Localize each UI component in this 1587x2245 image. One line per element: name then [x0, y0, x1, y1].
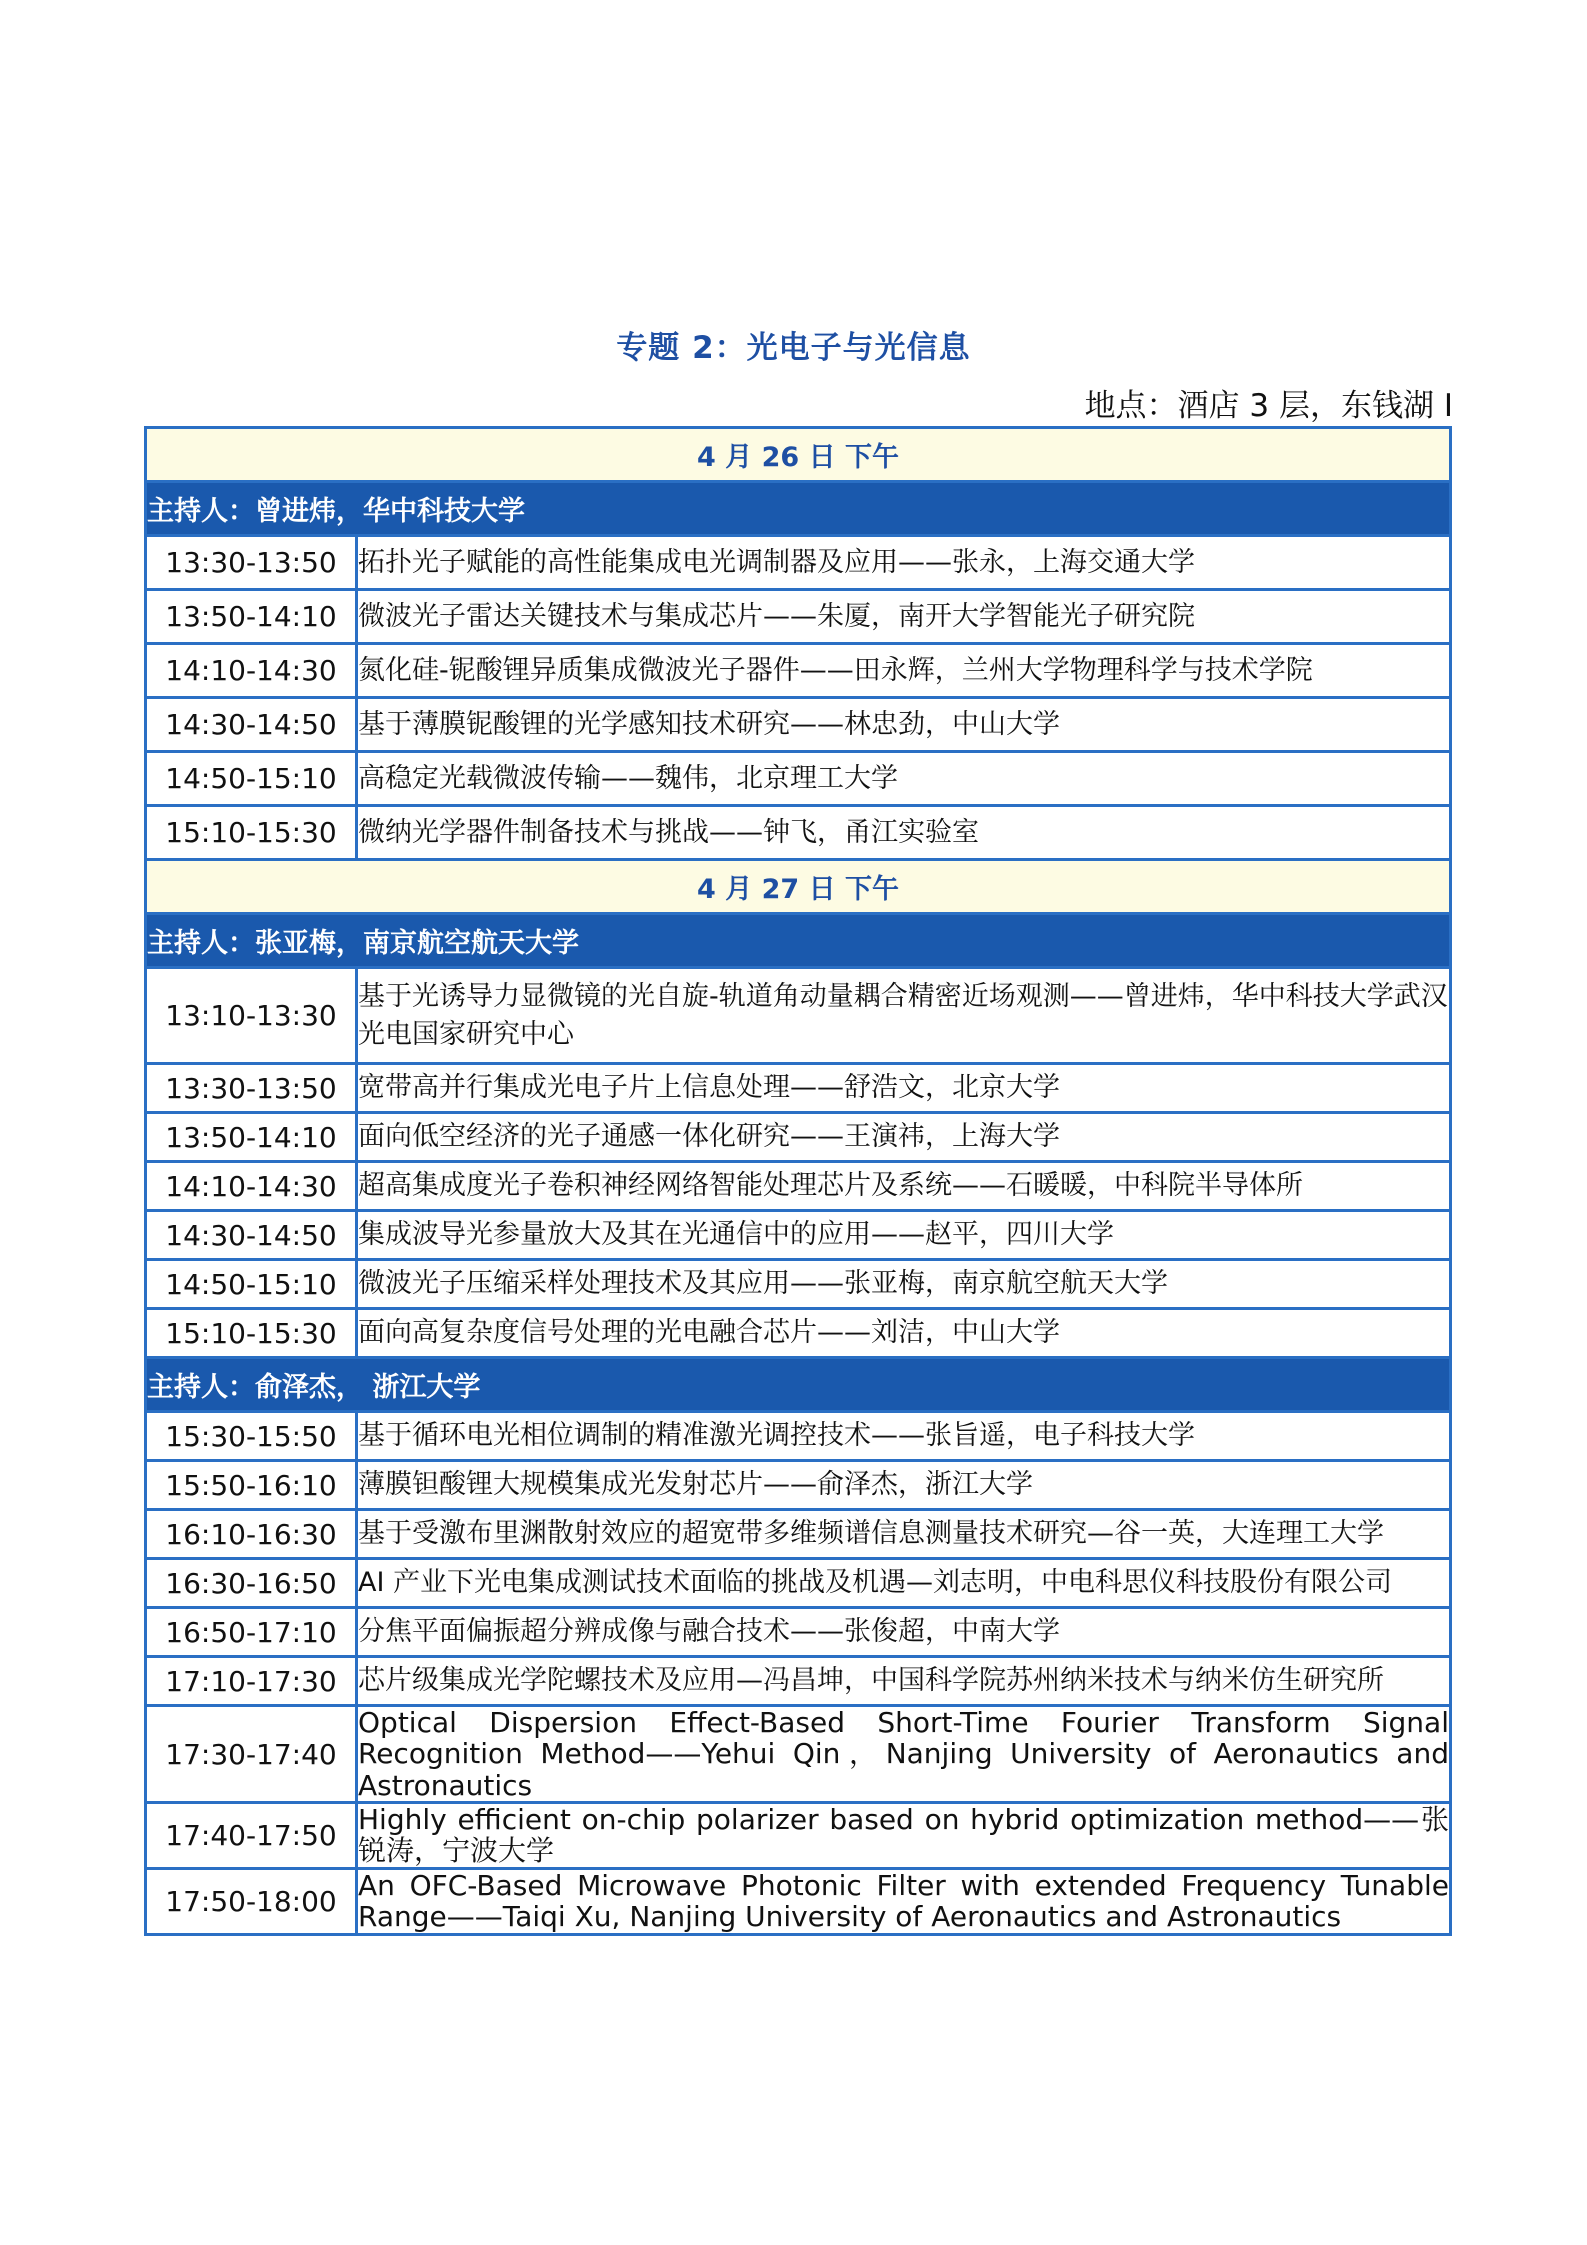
- host-row: [146, 482, 1451, 536]
- table-row: [146, 1113, 1451, 1162]
- date-header: 4 月 26 日 下午: [146, 428, 1451, 482]
- talk-title: 超高集成度光子卷积神经网络智能处理芯片及系统——石暖暖，中科院半导体所: [357, 1162, 1451, 1211]
- table-row: [146, 1211, 1451, 1260]
- table-row: [146, 1803, 1451, 1869]
- talk-title: 分焦平面偏振超分辨成像与融合技术——张俊超，中南大学: [357, 1608, 1451, 1657]
- table-row: [146, 1064, 1451, 1113]
- talk-title: 芯片级集成光学陀螺技术及应用—冯昌坤，中国科学院苏州纳米技术与纳米仿生研究所: [357, 1657, 1451, 1706]
- session-host: 主持人：曾进炜，华中科技大学: [146, 482, 1451, 536]
- talk-title: An OFC-Based Microwave Photonic Filter with extended Frequency Tunable Range——Taiqi Xu, Nanjing University of Aeronautics and Astronautics: [358, 1868, 1449, 1934]
- talk-title: 基于薄膜铌酸锂的光学感知技术研究——林忠劲，中山大学: [357, 698, 1451, 752]
- talk-title: 基于循环电光相位调制的精准激光调控技术——张旨遥，电子科技大学: [357, 1412, 1451, 1461]
- host-row: [146, 914, 1451, 968]
- talk-time: 14:50-15:10: [146, 752, 357, 806]
- talk-title: 面向低空经济的光子通感一体化研究——王演祎，上海大学: [357, 1113, 1451, 1162]
- table-row: [146, 590, 1451, 644]
- talk-time: 15:30-15:50: [146, 1412, 357, 1461]
- talk-time: 17:40-17:50: [146, 1803, 357, 1869]
- talk-title: 微波光子压缩采样处理技术及其应用——张亚梅，南京航空航天大学: [357, 1260, 1451, 1309]
- table-row: [146, 1868, 1451, 1934]
- talk-time: 17:50-18:00: [146, 1868, 357, 1934]
- talk-time: 13:50-14:10: [146, 1113, 357, 1162]
- table-row: [146, 1260, 1451, 1309]
- talk-time: 15:10-15:30: [146, 1309, 357, 1358]
- talk-time: 14:10-14:30: [146, 644, 357, 698]
- talk-time: 17:30-17:40: [146, 1706, 357, 1803]
- talk-title: Highly efficient on-chip polarizer based on hybrid optimization method——张锐涛，宁波大学: [358, 1803, 1449, 1868]
- talk-time: 13:30-13:50: [146, 536, 357, 590]
- table-row: [146, 806, 1451, 860]
- talk-title: 高稳定光载微波传输——魏伟，北京理工大学: [357, 752, 1451, 806]
- talk-time: 16:30-16:50: [146, 1559, 357, 1608]
- table-row: [146, 752, 1451, 806]
- talk-title: 集成波导光参量放大及其在光通信中的应用——赵平，四川大学: [357, 1211, 1451, 1260]
- session-host: 主持人：俞泽杰， 浙江大学: [146, 1358, 1451, 1412]
- talk-time: 13:30-13:50: [146, 1064, 357, 1113]
- table-row: [146, 1510, 1451, 1559]
- talk-time: 14:10-14:30: [146, 1162, 357, 1211]
- table-row: [146, 644, 1451, 698]
- talk-time: 13:10-13:30: [146, 968, 357, 1064]
- talk-title: 微纳光学器件制备技术与挑战——钟飞，甬江实验室: [357, 806, 1451, 860]
- schedule-table: [144, 426, 1452, 1936]
- table-row: [146, 698, 1451, 752]
- table-row: [146, 968, 1451, 1064]
- table-row: [146, 1657, 1451, 1706]
- talk-title: 薄膜钽酸锂大规模集成光发射芯片——俞泽杰，浙江大学: [357, 1461, 1451, 1510]
- talk-time: 15:10-15:30: [146, 806, 357, 860]
- talk-title: 基于光诱导力显微镜的光自旋-轨道角动量耦合精密近场观测——曾进炜，华中科技大学武汉光电国家研究中心: [357, 968, 1451, 1064]
- table-row: [146, 1608, 1451, 1657]
- page-title: 专题 2：光电子与光信息: [616, 330, 971, 366]
- talk-time: 17:10-17:30: [146, 1657, 357, 1706]
- talk-title: 拓扑光子赋能的高性能集成电光调制器及应用——张永，上海交通大学: [357, 536, 1451, 590]
- venue-location: 地点：酒店 3 层，东钱湖 I: [1084, 388, 1453, 424]
- table-row: [146, 1162, 1451, 1211]
- talk-title: 面向高复杂度信号处理的光电融合芯片——刘洁，中山大学: [357, 1309, 1451, 1358]
- talk-title: AI 产业下光电集成测试技术面临的挑战及机遇—刘志明，中电科思仪科技股份有限公司: [357, 1559, 1451, 1608]
- table-row: [146, 1461, 1451, 1510]
- talk-time: 16:50-17:10: [146, 1608, 357, 1657]
- talk-title: 氮化硅-铌酸锂异质集成微波光子器件——田永辉，兰州大学物理科学与技术学院: [357, 644, 1451, 698]
- date-header: 4 月 27 日 下午: [146, 860, 1451, 914]
- table-row: [146, 1309, 1451, 1358]
- talk-title: 微波光子雷达关键技术与集成芯片——朱厦，南开大学智能光子研究院: [357, 590, 1451, 644]
- host-row: [146, 1358, 1451, 1412]
- talk-title: 宽带高并行集成光电子片上信息处理——舒浩文，北京大学: [357, 1064, 1451, 1113]
- session-host: 主持人：张亚梅，南京航空航天大学: [146, 914, 1451, 968]
- talk-time: 15:50-16:10: [146, 1461, 357, 1510]
- table-row: [146, 1559, 1451, 1608]
- talk-time: 14:50-15:10: [146, 1260, 357, 1309]
- table-row: [146, 1412, 1451, 1461]
- table-row: [146, 536, 1451, 590]
- talk-time: 16:10-16:30: [146, 1510, 357, 1559]
- table-row: [146, 1706, 1451, 1803]
- date-row: [146, 860, 1451, 914]
- talk-title: Optical Dispersion Effect-Based Short-Time Fourier Transform Signal Recognition Method——Yehui Qin，Nanjing University of Aeronautics and Astronautics: [358, 1706, 1449, 1802]
- date-row: [146, 428, 1451, 482]
- talk-time: 14:30-14:50: [146, 1211, 357, 1260]
- talk-time: 14:30-14:50: [146, 698, 357, 752]
- talk-time: 13:50-14:10: [146, 590, 357, 644]
- talk-title: 基于受激布里渊散射效应的超宽带多维频谱信息测量技术研究—谷一英，大连理工大学: [357, 1510, 1451, 1559]
